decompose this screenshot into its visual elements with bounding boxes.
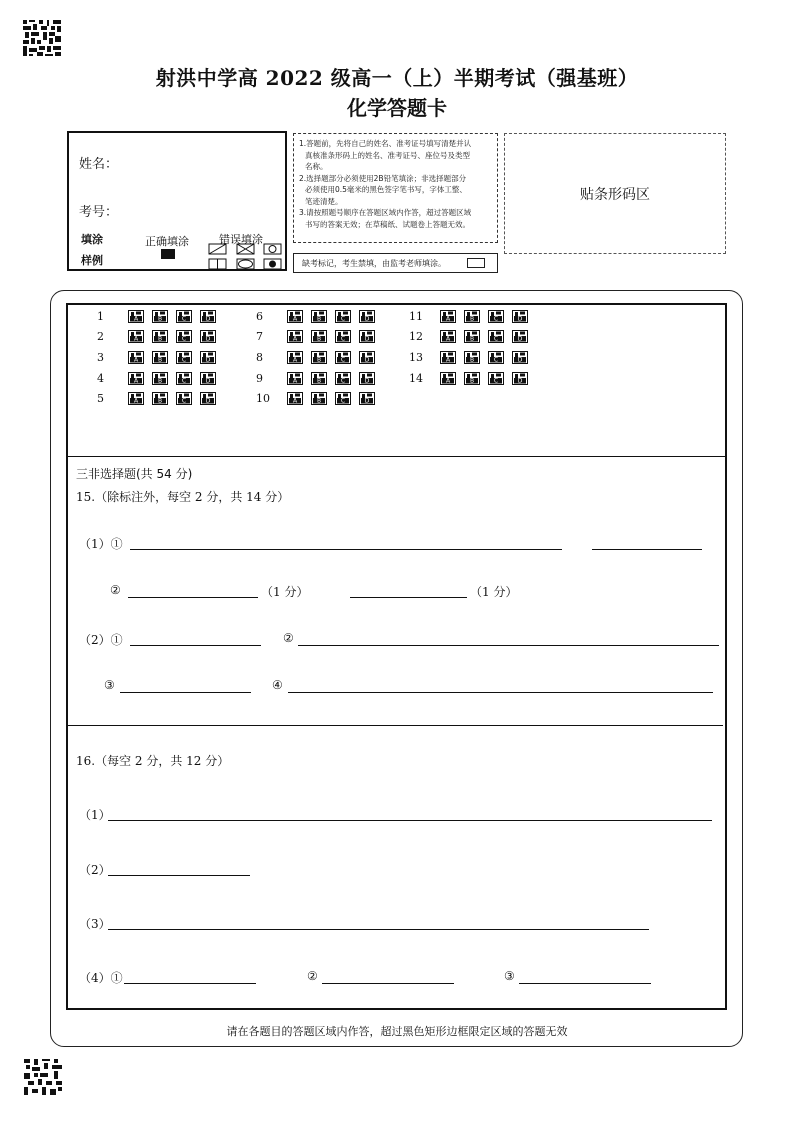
question-number: 7 — [256, 330, 263, 343]
svg-text:C: C — [181, 315, 187, 323]
svg-text:B: B — [316, 315, 322, 323]
svg-text:A: A — [133, 335, 139, 343]
option-bubble-c[interactable] — [335, 330, 351, 343]
instruction-line: 必须使用0.5毫米的黑色签字笔书写，字体工整、 — [305, 185, 467, 194]
svg-text:A: A — [292, 315, 298, 323]
option-bubble-c[interactable] — [176, 310, 192, 323]
option-bubble-a[interactable] — [287, 392, 303, 405]
svg-text:C: C — [493, 356, 499, 364]
q16-2-label: （2） — [79, 863, 111, 877]
option-bubble-d[interactable] — [512, 330, 528, 343]
absent-mark-label: 缺考标记，考生禁填，由监考老师填涂。 — [302, 259, 446, 268]
option-bubble-c[interactable] — [176, 351, 192, 364]
score-note: （1 分） — [470, 585, 518, 599]
option-bubble-b[interactable] — [311, 372, 327, 385]
student-info-box — [67, 131, 287, 271]
option-bubble-b[interactable] — [152, 351, 168, 364]
svg-text:B: B — [469, 377, 475, 385]
option-bubble-d[interactable] — [200, 310, 216, 323]
svg-text:B: B — [316, 397, 322, 405]
instruction-line: 名称。 — [305, 162, 328, 171]
instruction-line: 书写的答案无效；在草稿纸、试题卷上答题无效。 — [305, 219, 470, 229]
q15-2-circle3: ③ — [104, 678, 115, 692]
answer-frame — [66, 303, 727, 1010]
qr-code-icon — [24, 1059, 62, 1095]
instructions-box — [293, 133, 498, 243]
svg-text:A: A — [133, 377, 139, 385]
svg-text:D: D — [205, 315, 211, 323]
fill-sample-label: 填涂 — [81, 233, 103, 246]
svg-text:D: D — [205, 335, 211, 343]
option-bubble-a[interactable] — [440, 351, 456, 364]
question-number: 5 — [97, 392, 104, 405]
svg-text:B: B — [316, 335, 322, 343]
answer-line[interactable] — [124, 983, 256, 984]
svg-text:D: D — [205, 377, 211, 385]
name-label: 姓名： — [79, 157, 119, 172]
q15-2-circle4: ④ — [272, 678, 283, 692]
svg-text:B: B — [157, 377, 163, 385]
option-bubble-b[interactable] — [152, 392, 168, 405]
svg-text:A: A — [133, 315, 139, 323]
option-bubble-b[interactable] — [464, 372, 480, 385]
svg-text:D: D — [364, 356, 370, 364]
svg-text:D: D — [517, 315, 523, 323]
svg-text:B: B — [157, 356, 163, 364]
option-bubble-c[interactable] — [176, 392, 192, 405]
svg-text:B: B — [469, 356, 475, 364]
option-bubble-c[interactable] — [176, 372, 192, 385]
option-bubble-a[interactable] — [128, 351, 144, 364]
option-bubble-c[interactable] — [335, 392, 351, 405]
question-number: 1 — [97, 310, 104, 323]
answer-line[interactable] — [108, 875, 250, 876]
answer-line[interactable] — [298, 645, 719, 646]
answer-line[interactable] — [288, 692, 713, 693]
answer-line[interactable] — [130, 549, 562, 550]
svg-text:B: B — [469, 335, 475, 343]
question-number: 9 — [256, 372, 263, 385]
option-bubble-d[interactable] — [200, 372, 216, 385]
svg-text:C: C — [340, 377, 346, 385]
score-note: （1 分） — [261, 585, 309, 599]
option-bubble-c[interactable] — [488, 310, 504, 323]
q15-2-circle2: ② — [283, 631, 294, 645]
question-number: 11 — [409, 310, 423, 323]
svg-text:C: C — [493, 315, 499, 323]
option-bubble-c[interactable] — [335, 351, 351, 364]
correct-fill-label: 正确填涂 — [145, 235, 189, 248]
answer-line[interactable] — [108, 929, 649, 930]
svg-text:D: D — [205, 356, 211, 364]
answer-line[interactable] — [519, 983, 651, 984]
option-bubble-b[interactable] — [152, 372, 168, 385]
wrong-fill-label: 错误填涂 — [219, 233, 263, 246]
svg-text:C: C — [340, 397, 346, 405]
option-bubble-c[interactable] — [176, 330, 192, 343]
option-bubble-c[interactable] — [488, 330, 504, 343]
question-number: 8 — [256, 351, 263, 364]
correct-fill-sample — [161, 249, 175, 259]
q15-2-label: （2）① — [79, 633, 123, 647]
question-number: 13 — [409, 351, 423, 364]
svg-text:A: A — [292, 335, 298, 343]
option-bubble-b[interactable] — [311, 351, 327, 364]
answer-line[interactable] — [592, 549, 702, 550]
absent-mark-box — [293, 253, 498, 273]
fill-sample-label-2: 样例 — [81, 254, 103, 267]
q15-1-label: （1）① — [79, 537, 123, 551]
q16-4-circle2: ② — [307, 969, 318, 983]
instruction-line: 笔迹清楚。 — [305, 196, 343, 206]
question-number: 14 — [409, 372, 423, 385]
option-bubble-d[interactable] — [359, 330, 375, 343]
svg-text:B: B — [157, 315, 163, 323]
svg-text:D: D — [517, 377, 523, 385]
answer-line[interactable] — [120, 692, 251, 693]
svg-text:C: C — [181, 356, 187, 364]
section-heading: 三非选择题(共 54 分) — [76, 467, 193, 481]
option-bubble-b[interactable] — [311, 310, 327, 323]
svg-text:C: C — [493, 377, 499, 385]
option-bubble-c[interactable] — [335, 310, 351, 323]
option-bubble-a[interactable] — [287, 351, 303, 364]
option-bubble-d[interactable] — [359, 351, 375, 364]
option-bubble-b[interactable] — [311, 330, 327, 343]
svg-text:D: D — [205, 397, 211, 405]
question-number: 4 — [97, 372, 104, 385]
svg-text:B: B — [157, 397, 163, 405]
svg-text:D: D — [517, 335, 523, 343]
barcode-area — [504, 133, 726, 254]
svg-text:C: C — [181, 397, 187, 405]
question-number: 6 — [256, 310, 263, 323]
q16-4-circle3: ③ — [504, 969, 515, 983]
svg-text:D: D — [517, 356, 523, 364]
option-bubble-c[interactable] — [488, 372, 504, 385]
option-bubble-a[interactable] — [128, 392, 144, 405]
option-bubble-c[interactable] — [335, 372, 351, 385]
svg-text:C: C — [340, 356, 346, 364]
instruction-line: 1.答题前，先将自己的姓名、准考证号填写清楚并认 — [299, 139, 472, 148]
q16-heading: 16.（每空 2 分，共 12 分） — [76, 754, 230, 768]
option-bubble-a[interactable] — [287, 310, 303, 323]
svg-text:A: A — [133, 397, 139, 405]
svg-text:C: C — [181, 377, 187, 385]
wrong-fill-samples — [208, 243, 286, 271]
svg-text:A: A — [445, 335, 451, 343]
svg-text:A: A — [445, 315, 451, 323]
svg-text:A: A — [292, 377, 298, 385]
option-bubble-b[interactable] — [464, 330, 480, 343]
option-bubble-b[interactable] — [152, 330, 168, 343]
option-bubble-a[interactable] — [440, 372, 456, 385]
q15-1-circle2: ② — [110, 583, 121, 597]
svg-text:A: A — [133, 356, 139, 364]
svg-text:D: D — [364, 397, 370, 405]
svg-text:A: A — [292, 397, 298, 405]
section-divider — [67, 456, 727, 457]
absent-mark-checkbox[interactable] — [467, 258, 485, 268]
q16-1-label: （1） — [79, 808, 111, 822]
svg-text:A: A — [292, 356, 298, 364]
option-bubble-a[interactable] — [287, 330, 303, 343]
barcode-label: 贴条形码区 — [580, 186, 650, 203]
svg-text:D: D — [364, 377, 370, 385]
option-bubble-d[interactable] — [512, 351, 528, 364]
option-bubble-d[interactable] — [512, 372, 528, 385]
question-number: 2 — [97, 330, 104, 343]
qr-code-icon — [23, 20, 61, 56]
option-bubble-b[interactable] — [311, 392, 327, 405]
option-bubble-b[interactable] — [464, 351, 480, 364]
svg-text:A: A — [445, 377, 451, 385]
svg-text:B: B — [316, 377, 322, 385]
answer-line[interactable] — [108, 820, 712, 821]
svg-text:C: C — [181, 335, 187, 343]
option-bubble-d[interactable] — [200, 351, 216, 364]
svg-text:B: B — [469, 315, 475, 323]
instruction-line: 2.选择题部分必须使用2B铅笔填涂；非选择题部分 — [299, 173, 467, 183]
answer-line[interactable] — [128, 597, 258, 598]
option-bubble-d[interactable] — [359, 372, 375, 385]
option-bubble-d[interactable] — [359, 392, 375, 405]
svg-text:C: C — [340, 335, 346, 343]
option-bubble-d[interactable] — [200, 330, 216, 343]
q16-4-label: （4）① — [79, 971, 123, 985]
option-bubble-a[interactable] — [440, 330, 456, 343]
svg-text:D: D — [364, 335, 370, 343]
section-divider — [67, 725, 723, 726]
option-bubble-c[interactable] — [488, 351, 504, 364]
question-number: 3 — [97, 351, 104, 364]
answer-line[interactable] — [350, 597, 467, 598]
option-bubble-b[interactable] — [464, 310, 480, 323]
option-bubble-d[interactable] — [512, 310, 528, 323]
q15-heading: 15.（除标注外，每空 2 分，共 14 分） — [76, 490, 290, 504]
svg-text:C: C — [493, 335, 499, 343]
svg-text:D: D — [364, 315, 370, 323]
option-bubble-a[interactable] — [128, 330, 144, 343]
option-bubble-d[interactable] — [359, 310, 375, 323]
option-bubble-d[interactable] — [200, 392, 216, 405]
svg-text:C: C — [340, 315, 346, 323]
svg-text:A: A — [445, 356, 451, 364]
svg-text:B: B — [157, 335, 163, 343]
option-bubble-a[interactable] — [287, 372, 303, 385]
page-title: 射洪中学高 2022 级高一（上）半期考试（强基班） — [155, 66, 639, 90]
option-bubble-a[interactable] — [440, 310, 456, 323]
exam-number-label: 考号： — [79, 205, 119, 220]
answer-line[interactable] — [130, 645, 261, 646]
option-bubble-a[interactable] — [128, 310, 144, 323]
question-number: 10 — [256, 392, 270, 405]
q16-3-label: （3） — [79, 917, 111, 931]
option-bubble-a[interactable] — [128, 372, 144, 385]
instruction-line: 3.请按照题号顺序在答题区域内作答，超过答题区域 — [299, 208, 472, 217]
footer-note: 请在各题目的答题区域内作答，超过黑色矩形边框限定区域的答题无效 — [226, 1025, 568, 1038]
option-bubble-b[interactable] — [152, 310, 168, 323]
answer-line[interactable] — [322, 983, 454, 984]
page-subtitle: 化学答题卡 — [347, 96, 447, 120]
instruction-line: 真核准条形码上的姓名、准考证号、座位号及类型 — [305, 150, 470, 160]
question-number: 12 — [409, 330, 423, 343]
svg-text:B: B — [316, 356, 322, 364]
